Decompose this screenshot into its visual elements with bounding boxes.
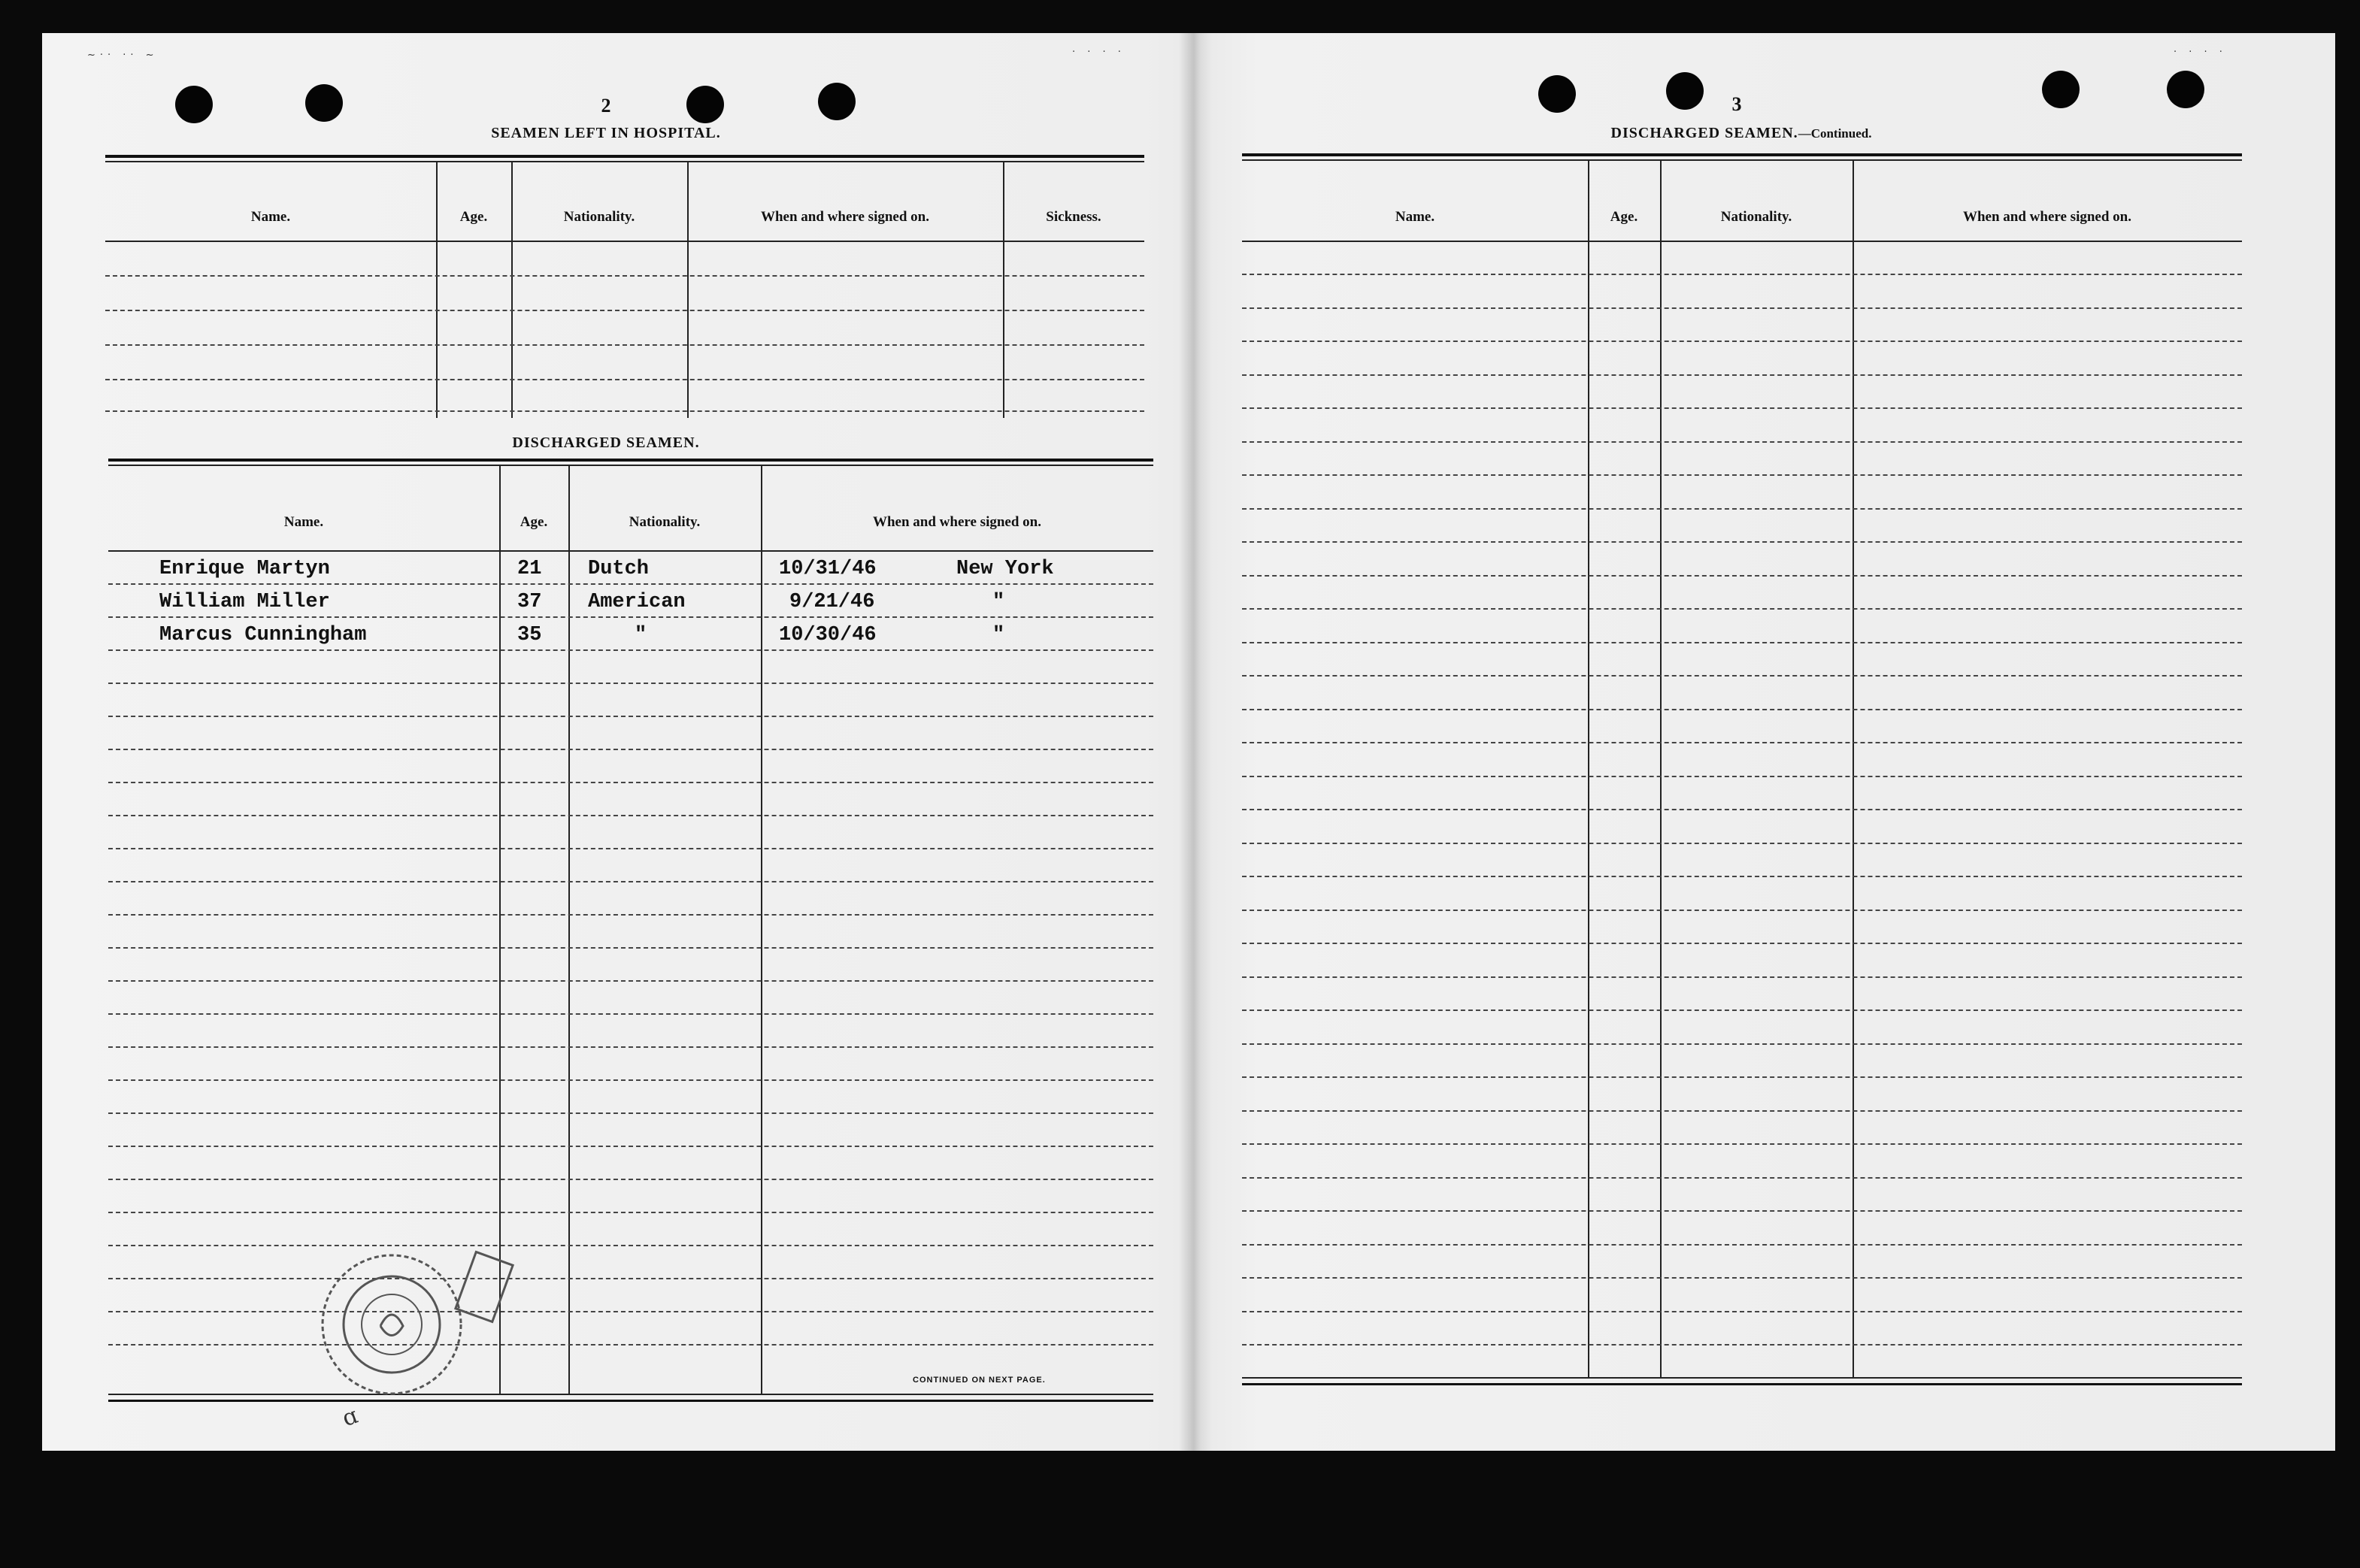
form-rule [108,683,1153,684]
entry-age: 35 [517,624,542,646]
form-rule [1242,474,2242,476]
hospital-header-name: Name. [250,209,291,225]
form-rule [1242,1344,2242,1346]
punch-hole [1538,75,1576,113]
form-rule [1242,675,2242,677]
form-rule [105,275,1144,277]
form-rule [108,914,1153,916]
form-rule [108,1079,1153,1081]
form-rule [1242,809,2242,810]
discharged-header-nationality: Nationality. [629,514,701,530]
entry-date: 10/30/46 [779,624,877,646]
form-rule [105,310,1144,311]
right-section-title [1516,125,1967,142]
form-rule [108,1344,1153,1346]
form-rule [1242,441,2242,443]
form-rule [1242,541,2242,543]
right-title-main: DISCHARGED SEAMEN. [1610,125,1798,141]
discharged-header-name: Name. [283,514,324,530]
form-rule [108,947,1153,949]
form-rule [1242,776,2242,777]
form-rule [1242,1311,2242,1312]
hospital-header-age: Age. [459,209,488,225]
form-rule [105,344,1144,346]
form-rule [108,1278,1153,1279]
entry-age: 21 [517,558,542,580]
form-rule [1242,274,2242,275]
punch-hole [2042,71,2080,108]
form-rule [108,1212,1153,1213]
corner-mark: ~·· ·· ~ [87,50,159,61]
continued-note: CONTINUED ON NEXT PAGE. [913,1376,1046,1385]
form-rule [1242,1143,2242,1145]
customs-stamp-icon [268,1236,516,1416]
right-header-signed-on: When and where signed on. [1962,209,2131,225]
form-rule [105,410,1144,412]
form-rule [1242,608,2242,610]
form-rule [1242,1210,2242,1212]
corner-mark: · · · · [1072,47,1125,58]
form-rule [108,616,1153,618]
corner-mark: · · · · [2174,47,2227,58]
form-rule [1242,1076,2242,1078]
punch-hole [686,86,724,123]
form-rule [108,1046,1153,1048]
form-rule [1242,575,2242,577]
discharged-section-title: DISCHARGED SEAMEN. [512,434,700,451]
hospital-header-signed-on: When and where signed on. [760,209,929,225]
punch-hole [305,84,343,122]
form-rule [1242,1043,2242,1045]
hand-mark: ɑ [338,1402,362,1433]
form-rule [1242,307,2242,309]
entry-nationality: Dutch [588,558,650,580]
form-rule [1242,876,2242,877]
form-rule [1242,843,2242,844]
discharged-header-signed-on: When and where signed on. [872,514,1041,530]
punch-hole [1666,72,1704,110]
form-rule [108,1179,1153,1180]
form-rule [1242,341,2242,342]
form-rule [108,1245,1153,1246]
form-rule [1242,742,2242,743]
discharged-table [108,459,1153,1413]
entry-age: 37 [517,591,542,613]
discharged-continued-table [1242,153,2242,1416]
form-rule [108,881,1153,882]
form-rule [108,1013,1153,1015]
form-rule [108,1311,1153,1312]
page-fold [1179,33,1212,1451]
form-rule [108,716,1153,717]
form-rule [1242,1277,2242,1279]
form-rule [108,782,1153,783]
right-title-suffix: —Continued. [1798,126,1872,141]
entry-date: 9/21/46 [789,591,875,613]
form-rule [1242,976,2242,978]
punch-hole [175,86,213,123]
form-rule [1242,1010,2242,1011]
page-number-right: 3 [1731,93,1742,115]
form-rule [1242,910,2242,911]
form-rule [1242,1177,2242,1179]
discharged-header-age: Age. [520,514,548,530]
entry-nationality: American [588,591,686,613]
hospital-header-sickness: Sickness. [1046,209,1101,225]
form-rule [1242,943,2242,944]
form-rule [1242,407,2242,409]
entry-place: New York [956,558,1054,580]
form-rule [1242,1110,2242,1112]
form-rule [108,583,1153,585]
form-rule [105,379,1144,380]
form-rule [108,649,1153,651]
entry-name: Marcus Cunningham [159,624,367,646]
right-header-nationality: Nationality. [1720,209,1792,225]
form-rule [108,848,1153,849]
entry-name: William Miller [159,591,330,613]
form-rule [1242,508,2242,510]
form-rule [108,749,1153,750]
hospital-table [105,155,1144,456]
entry-place: " [992,591,1005,613]
entry-date: 10/31/46 [779,558,877,580]
form-rule [1242,374,2242,376]
form-rule [108,980,1153,982]
entry-place: " [992,624,1005,646]
form-rule [1242,1244,2242,1246]
punch-hole [2167,71,2204,108]
entry-name: Enrique Martyn [159,558,330,580]
form-rule [1242,642,2242,643]
right-header-age: Age. [1610,209,1638,225]
entry-nationality: " [635,624,647,646]
right-header-name: Name. [1395,209,1435,225]
punch-hole [818,83,856,120]
form-rule [1242,709,2242,710]
form-rule [108,1146,1153,1147]
form-rule [108,1112,1153,1114]
hospital-header-nationality: Nationality. [563,209,635,225]
hospital-section-title: SEAMEN LEFT IN HOSPITAL. [491,125,721,141]
manifest-sheet [42,33,2335,1451]
page-number-left: 2 [601,95,611,117]
form-rule [108,815,1153,816]
